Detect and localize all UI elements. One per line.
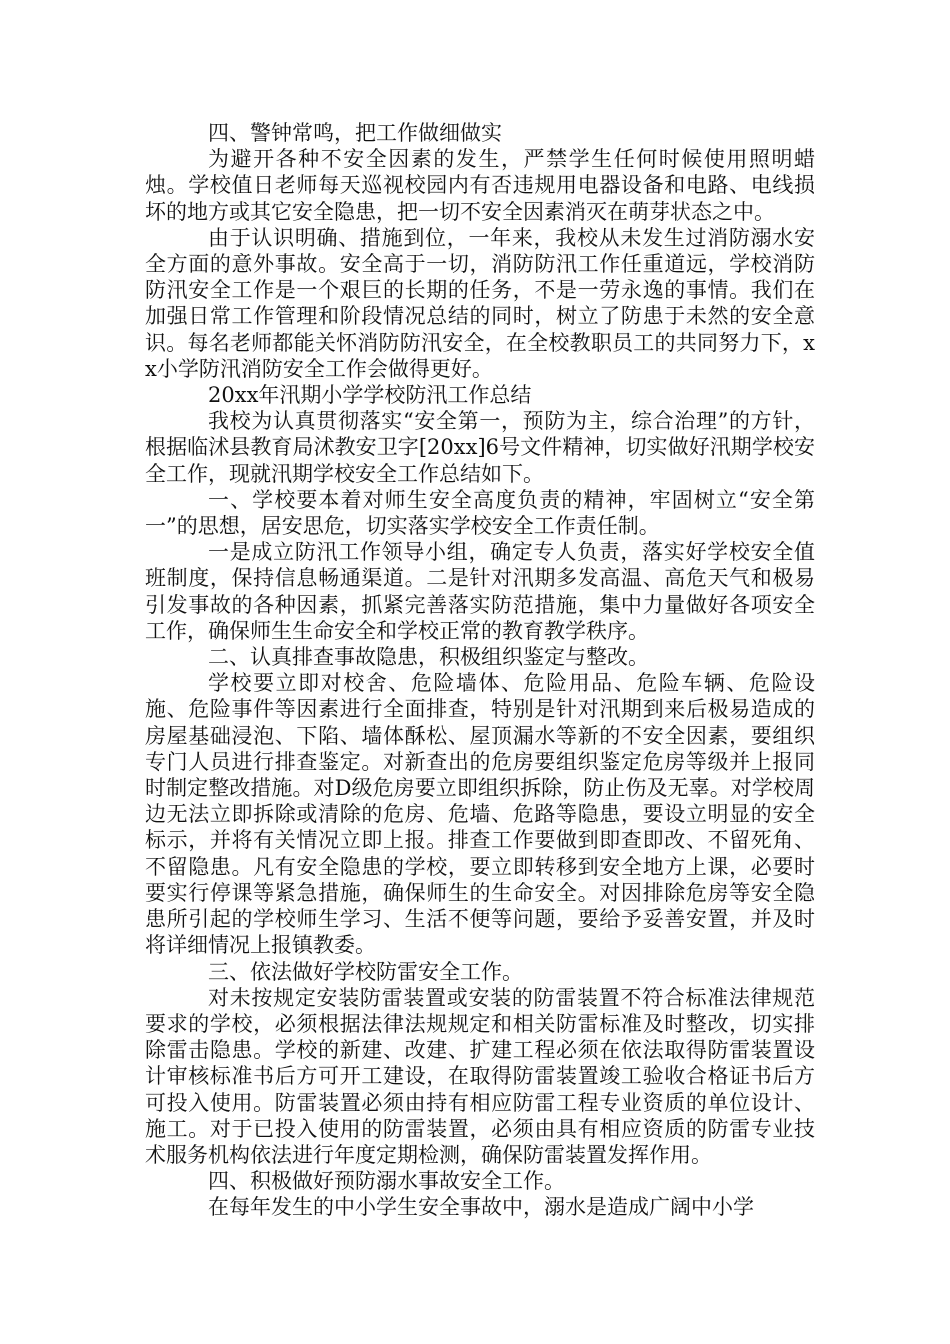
section-heading-three: 三、依法做好学校防雷安全工作。 (208, 959, 523, 984)
body-paragraph: 我校为认真贯彻落实“安全第一，预防为主，综合治理”的方针，根据临沭县教育局沭教安卫字[20xx]6号文件精神，切实做好汛期学校安全工作，现就汛期学校安全工作总结如下。 (145, 409, 815, 486)
body-paragraph: 在每年发生的中小学生安全事故中，溺水是造成广阔中小学 (208, 1195, 754, 1220)
section-heading-warning-bell: 四、警钟常鸣，把工作做细做实 (208, 121, 502, 145)
body-paragraph: 由于认识明确、措施到位，一年来，我校从未发生过消防溺水安全方面的意外事故。安全高于一切，消防防汛工作任重道远，学校消防防汛安全工作是一个艰巨的长期的任务，不是一劳永逸的事情。我们在加强日常工作管理和阶段情况总结的同时，树立了防患于未然的安全意识。每名老师都能关怀消防防汛安全，在全校教职员工的共同努力下，xx小学防汛消防安全工作会做得更好。 (145, 225, 815, 381)
section-heading-two: 二、认真排查事故隐患，积极组织鉴定与整改。 (208, 645, 649, 670)
body-paragraph: 一是成立防汛工作领导小组，确定专人负责，落实好学校安全值班制度，保持信息畅通渠道。二是针对汛期多发高温、高危天气和极易引发事故的各种因素，抓紧完善落实防范措施，集中力量做好各项安全工作，确保师生生命安全和学校正常的教育教学秩序。 (145, 540, 815, 643)
document-title: 20xx年汛期小学学校防汛工作总结 (208, 383, 532, 408)
section-heading-four: 四、积极做好预防溺水事故安全工作。 (208, 1169, 565, 1194)
section-heading-one: 一、学校要本着对师生安全高度负责的精神，牢固树立“安全第一”的思想，居安思危，切实落实学校安全工作责任制。 (145, 487, 815, 539)
document-body (145, 120, 815, 1221)
body-paragraph: 对未按规定安装防雷装置或安装的防雷装置不符合标准法律规范要求的学校，必须根据法律法规规定和相关防雷标准及时整改，切实排除雷击隐患。学校的新建、改建、扩建工程必须在依法取得防雷装置设计审核标准书后方可开工建设，在取得防雷装置竣工验收合格证书后方可投入使用。防雷装置必须由持有相应防雷工程专业资质的单位设计、施工。对于已投入使用的防雷装置，必须由具有相应资质的防雷专业技术服务机构依法进行年度定期检测，确保防雷装置发挥作用。 (145, 985, 815, 1167)
body-paragraph: 为避开各种不安全因素的发生，严禁学生任何时候使用照明蜡烛。学校值日老师每天巡视校园内有否违规用电器设备和电路、电线损坏的地方或其它安全隐患，把一切不安全因素消灭在萌芽状态之中。 (145, 147, 815, 224)
body-paragraph: 学校要立即对校舍、危险墙体、危险用品、危险车辆、危险设施、危险事件等因素进行全面排查，特别是针对汛期到来后极易造成的房屋基础浸泡、下陷、墙体酥松、屋顶漏水等新的不安全因素，要组织专门人员进行排查鉴定。对新查出的危房要组织鉴定危房等级并上报同时制定整改措施。对D级危房要立即组织拆除，防止伤及无辜。对学校周边无法立即拆除或清除的危房、危墙、危路等隐患，要设立明显的安全标示，并将有关情况立即上报。排查工作要做到即查即改、不留死角、不留隐患。凡有安全隐患的学校，要立即转移到安全地方上课，必要时要实行停课等紧急措施，确保师生的生命安全。对因排除危房等安全隐患所引起的学校师生学习、生活不便等问题，要给予妥善安置，并及时将详细情况上报镇教委。 (145, 671, 815, 958)
